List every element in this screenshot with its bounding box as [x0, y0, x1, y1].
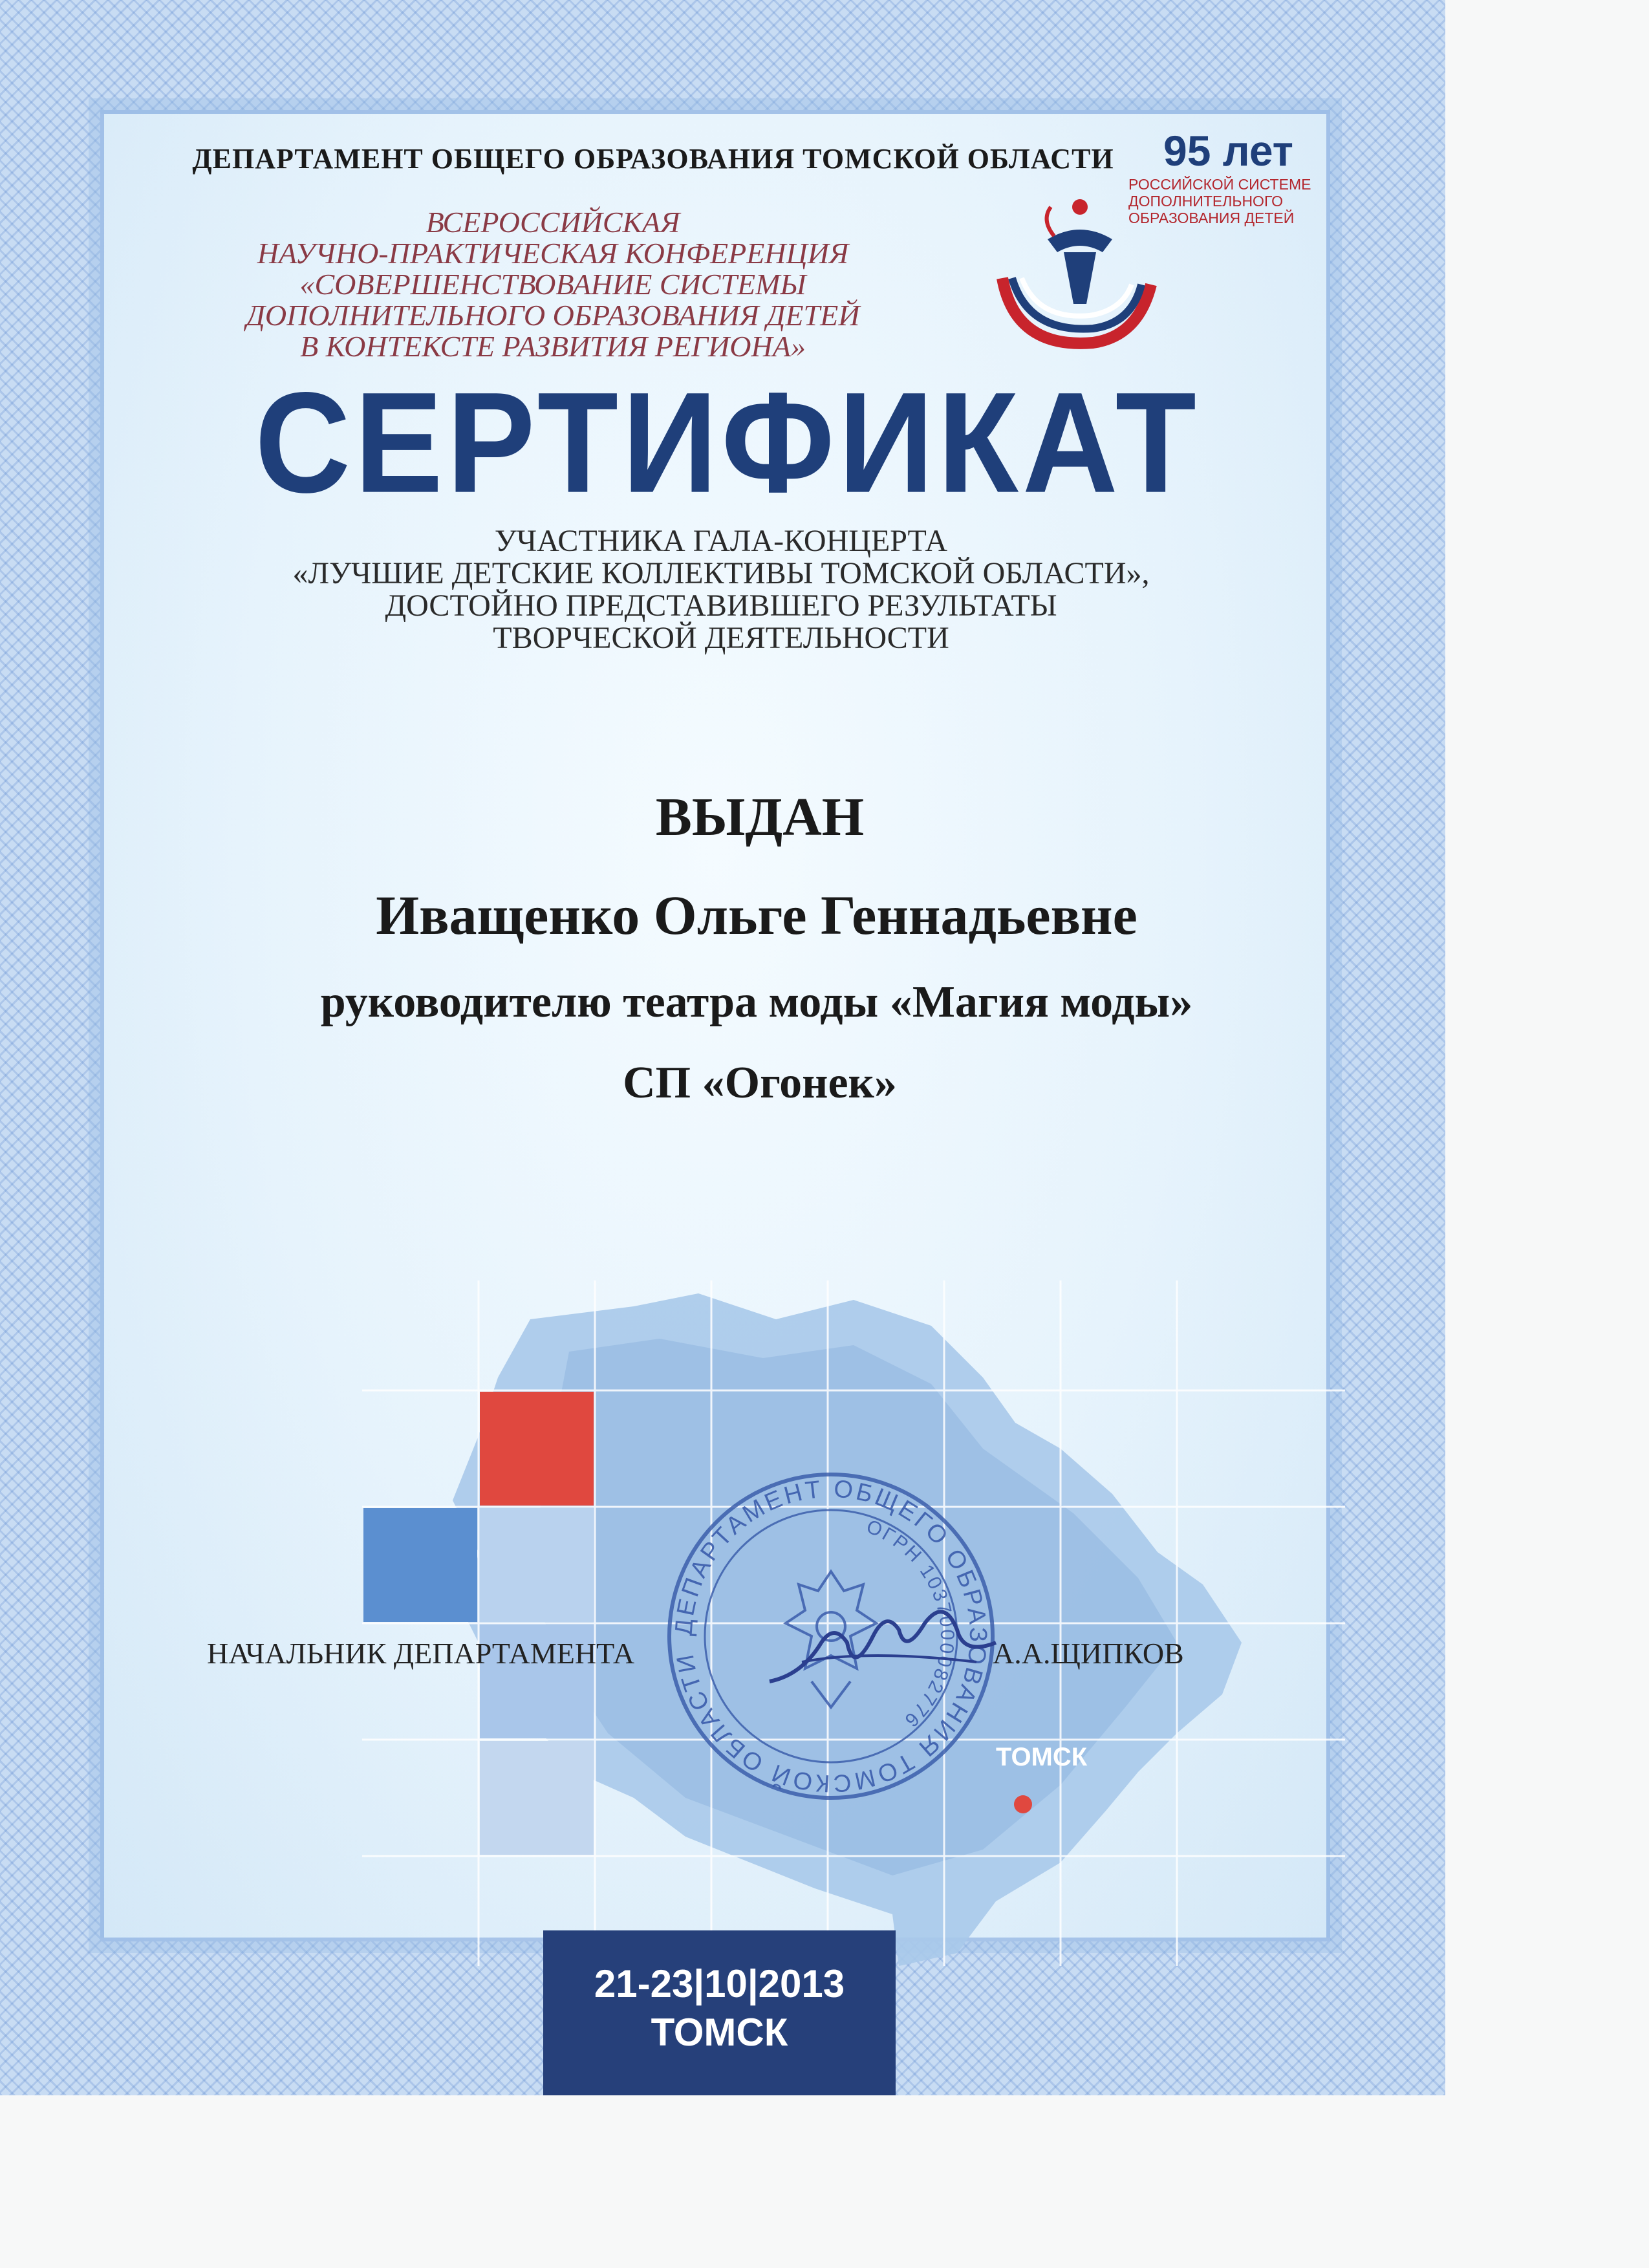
conference-line: В КОНТЕКСТЕ РАЗВИТИЯ РЕГИОНА» [300, 330, 806, 363]
issued-label: ВЫДАН [655, 787, 865, 847]
department-header: ДЕПАРТАМЕНТ ОБЩЕГО ОБРАЗОВАНИЯ ТОМСКОЙ ОБЛАСТИ [192, 143, 1114, 175]
conference-block [181, 207, 925, 362]
event-date-box [543, 1930, 896, 2095]
anniversary-line: РОССИЙСКОЙ СИСТЕМЕ [1128, 176, 1311, 193]
signatory-name: А.А.ЩИПКОВ [993, 1637, 1184, 1670]
anniversary-line: ДОПОЛНИТЕЛЬНОГО [1128, 193, 1283, 210]
subtitle-line: ДОСТОЙНО ПРЕДСТАВИВШЕГО РЕЗУЛЬТАТЫ [385, 589, 1057, 623]
certificate-subtitle [194, 525, 1248, 654]
map-city-label: ТОМСК [996, 1743, 1088, 1771]
event-dates: 21-23|10|2013 [594, 1962, 845, 2005]
subtitle-line: УЧАСТНИКА ГАЛА-КОНЦЕРТА [494, 524, 948, 558]
conference-line: ДОПОЛНИТЕЛЬНОГО ОБРАЗОВАНИЯ ДЕТЕЙ [246, 299, 860, 332]
conference-line: ВСЕРОССИЙСКАЯ [426, 206, 680, 239]
conference-line: НАУЧНО-ПРАКТИЧЕСКАЯ КОНФЕРЕНЦИЯ [257, 237, 849, 270]
anniversary-logo-icon [976, 181, 1170, 362]
event-city: ТОМСК [651, 2011, 788, 2054]
seal-ogrn-text: ОГРН 1037000082776 [863, 1515, 958, 1733]
anniversary-number: 95 лет [1163, 127, 1293, 175]
recipient-name: Иващенко Ольге Геннадьевне [376, 884, 1137, 946]
signatory-title: НАЧАЛЬНИК ДЕПАРТАМЕНТА [207, 1637, 635, 1670]
anniversary-line: ОБРАЗОВАНИЯ ДЕТЕЙ [1128, 210, 1295, 226]
certificate-title: СЕРТИФИКАТ [255, 362, 1200, 523]
seal-outer-text: ДЕПАРТАМЕНТ ОБЩЕГО ОБРАЗОВАНИЯ ТОМСКОЙ ОБЛАСТИ [670, 1475, 992, 1797]
recipient-role: руководителю театра моды «Магия моды» [320, 977, 1193, 1027]
recipient-organization: СП «Огонек» [623, 1058, 897, 1108]
subtitle-line: «ЛУЧШИЕ ДЕТСКИЕ КОЛЛЕКТИВЫ ТОМСКОЙ ОБЛАСТИ», [292, 556, 1150, 590]
signature-icon [763, 1584, 1009, 1714]
subtitle-line: ТВОРЧЕСКОЙ ДЕЯТЕЛЬНОСТИ [493, 621, 949, 655]
conference-line: «СОВЕРШЕНСТВОВАНИЕ СИСТЕМЫ [299, 268, 806, 301]
